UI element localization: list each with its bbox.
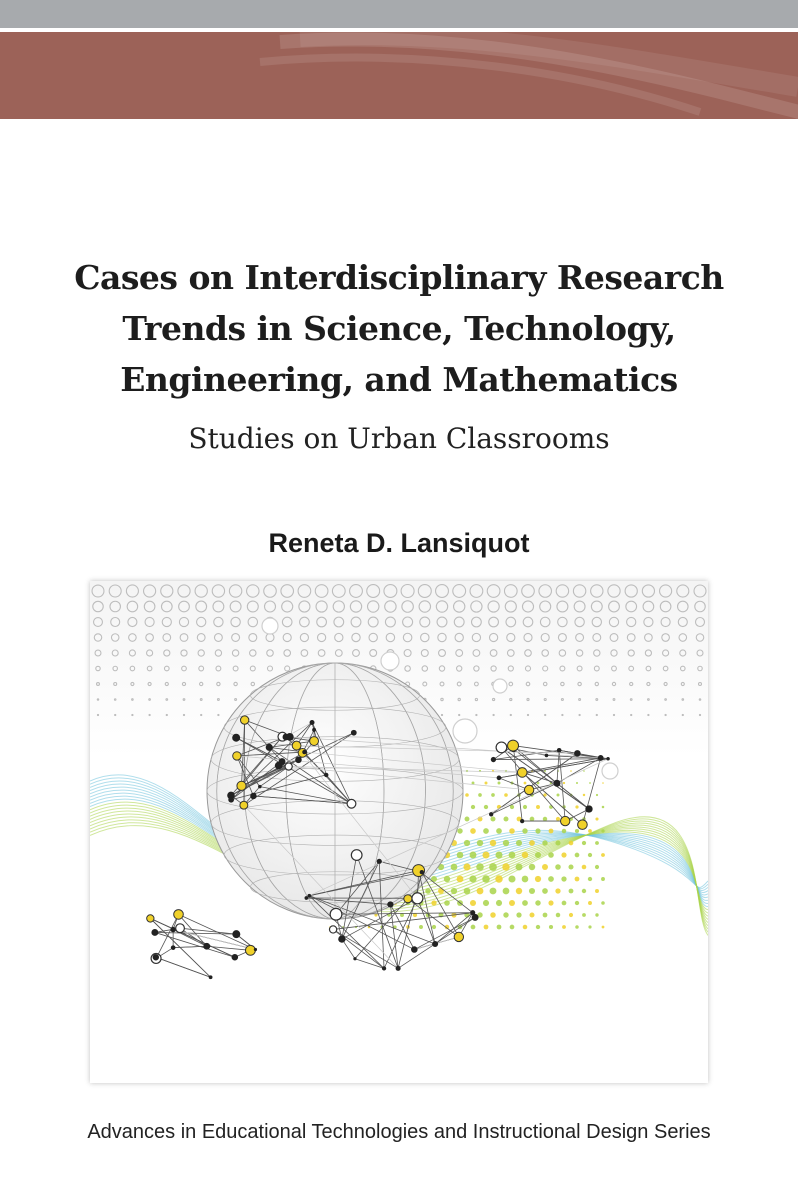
top-gray-bar <box>0 0 798 28</box>
book-subtitle: Studies on Urban Classrooms <box>188 422 610 455</box>
series-name: Advances in Educational Technologies and Instructional Design Series <box>87 1121 711 1143</box>
cover-artwork <box>90 581 708 1083</box>
book-title <box>0 252 798 405</box>
band-swoosh-icon <box>0 32 798 119</box>
globe-wireframe-icon <box>207 663 463 919</box>
network-globe-illustration <box>90 581 708 1083</box>
title-line-2: Trends in Science, Technology, <box>122 309 676 348</box>
author-name: Reneta D. Lansiquot <box>268 528 530 558</box>
top-color-band <box>0 32 798 119</box>
title-line-3: Engineering, and Mathematics <box>120 360 678 399</box>
title-line-1: Cases on Interdisciplinary Research <box>74 258 724 297</box>
